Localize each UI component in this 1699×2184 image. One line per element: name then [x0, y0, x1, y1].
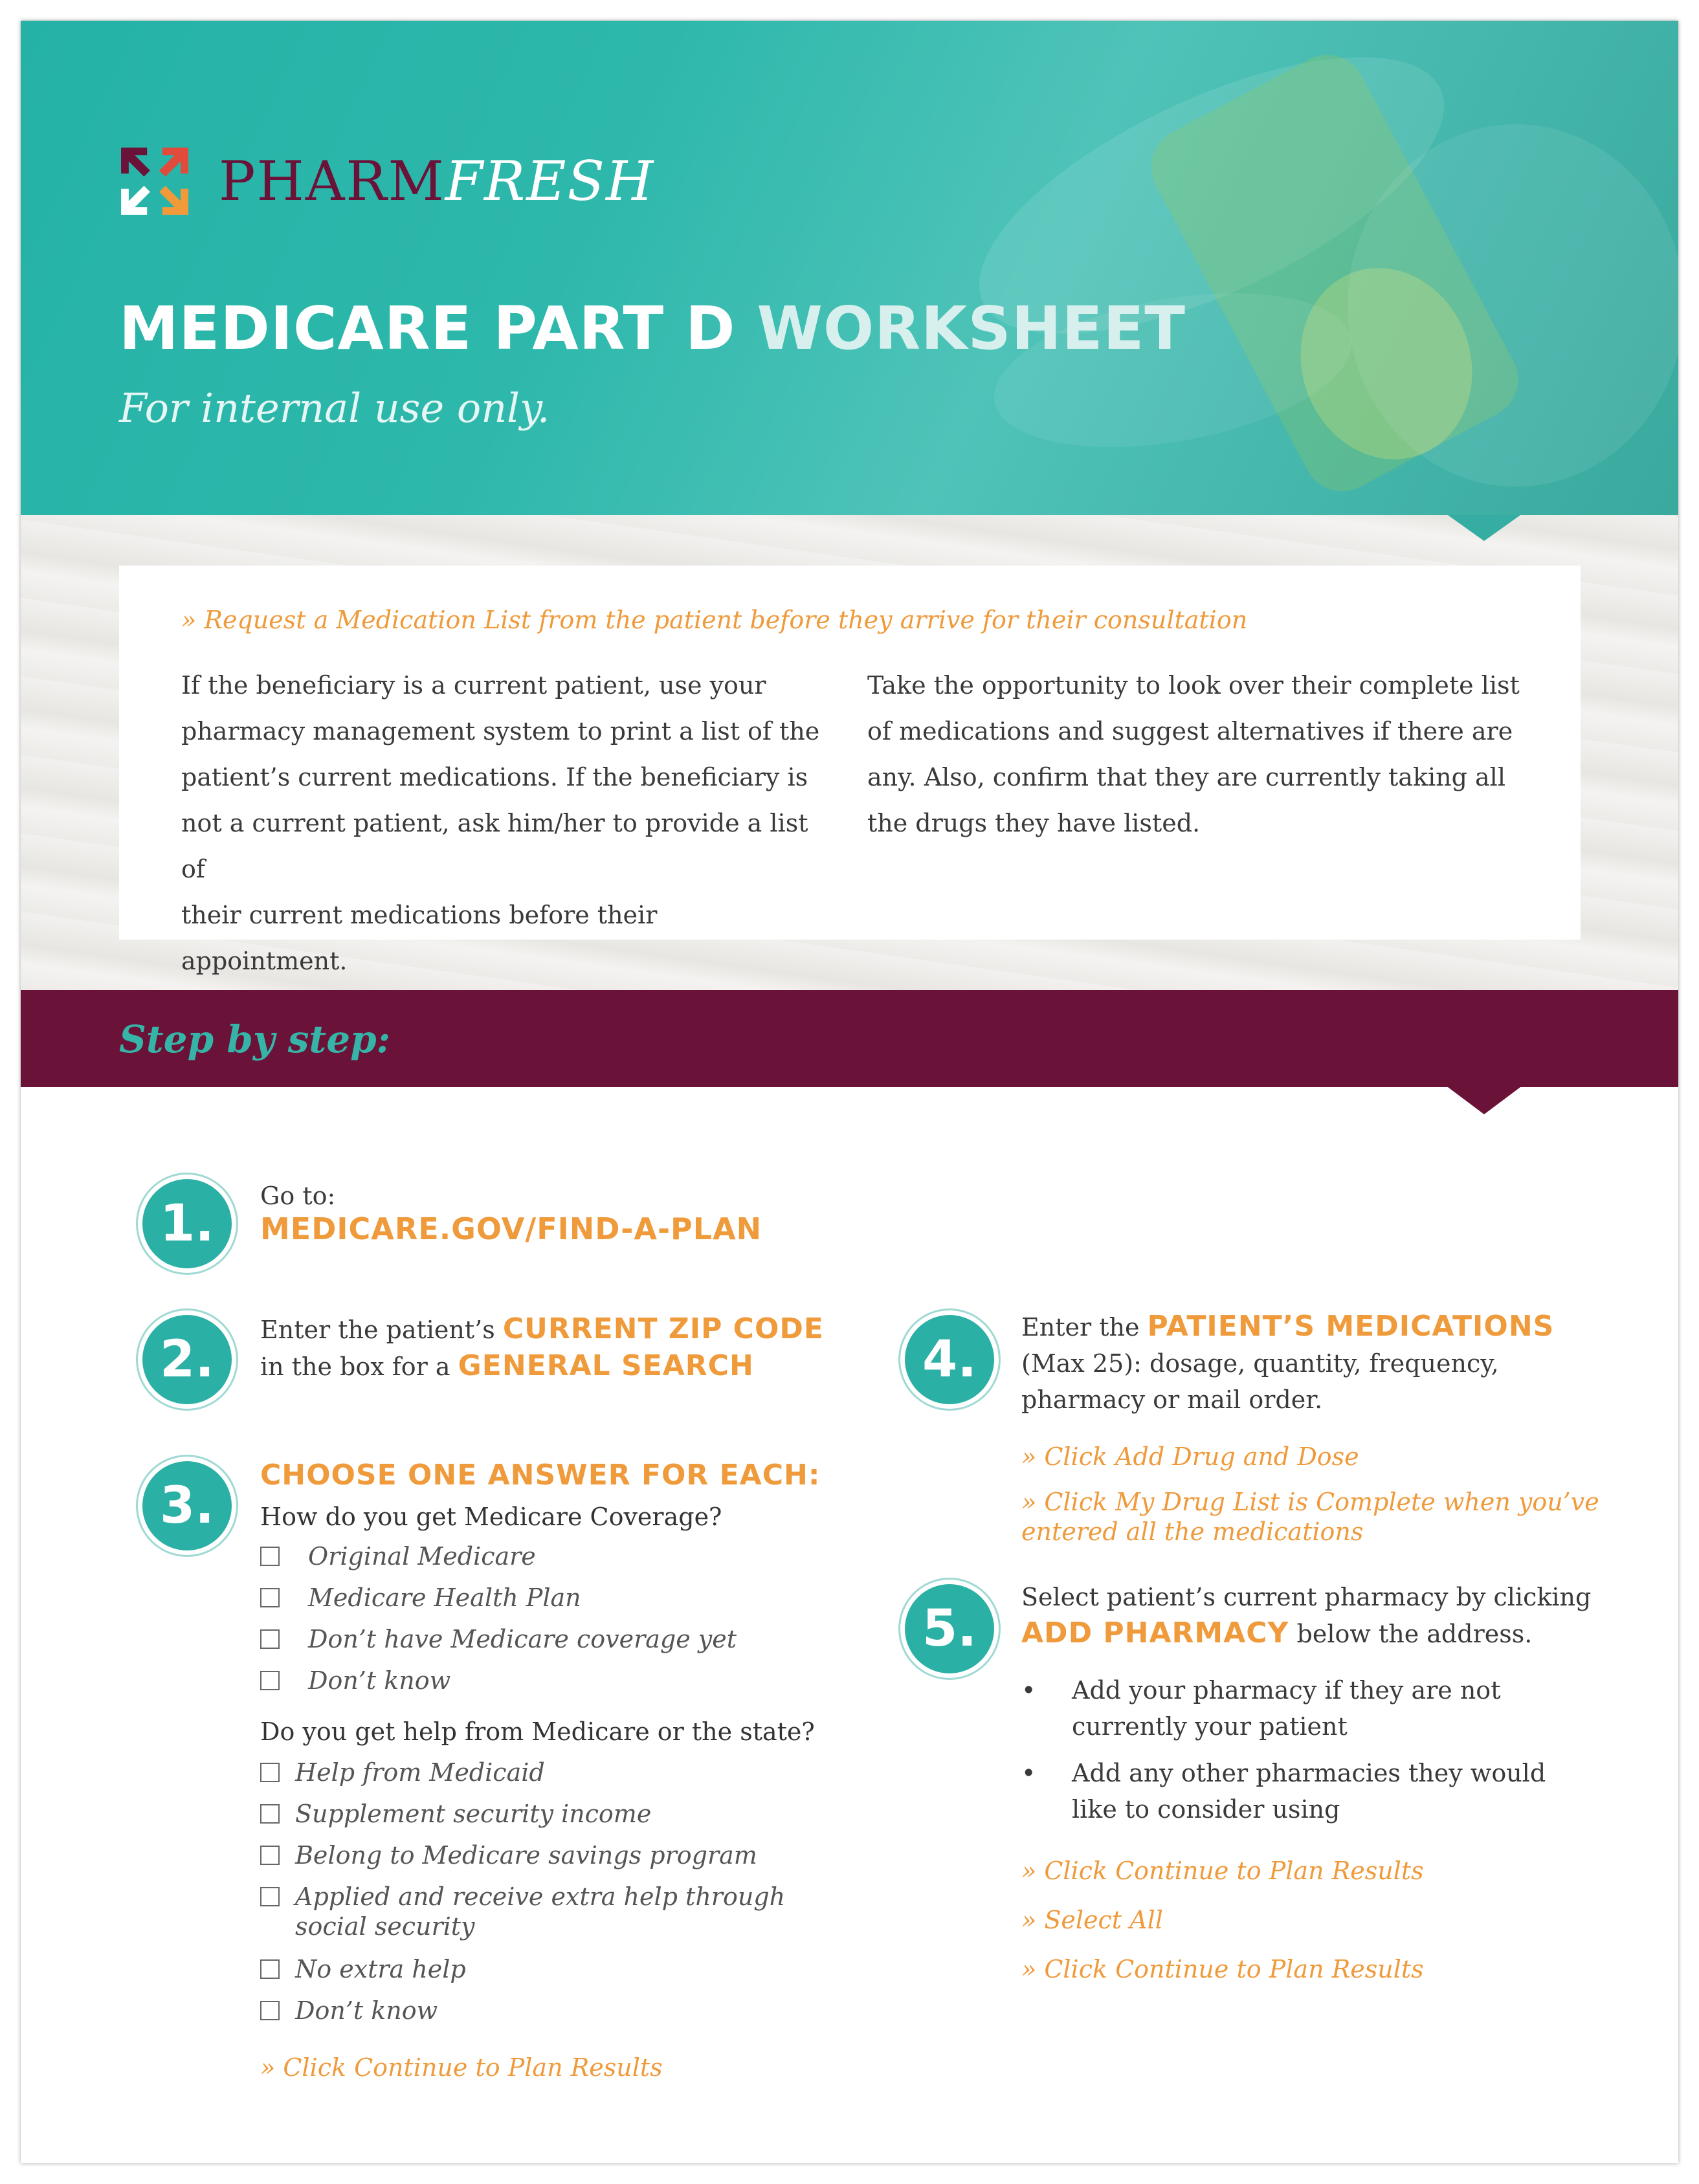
- question-coverage: How do you get Medicare Coverage?: [260, 1503, 722, 1531]
- page-title: MEDICARE PART D WORKSHEET: [119, 294, 1186, 363]
- step-1-badge: 1.: [142, 1179, 232, 1268]
- drug-list-complete-link[interactable]: » Click My Drug List is Complete when you’ve entered all the medications: [1021, 1488, 1599, 1546]
- step-1-url-link[interactable]: MEDICARE.GOV/FIND-A-PLAN: [260, 1211, 762, 1246]
- step-3-badge: 3.: [142, 1461, 232, 1550]
- hero-banner: [21, 21, 1678, 515]
- bar-notch: [1448, 1087, 1520, 1114]
- worksheet-page: PHARMFRESH MEDICARE PART D WORKSHEET For internal use only. » Request a Medication List from the patient before they arrive for their consultation If the beneficiary is a current patient, use your pharmacy management system to print a list of the patient’s current medications. If the beneficiary is not a current patient, ask him/her to provide a list of their current medications before their appointment. Take the opportunity to look over their complete list of medications and suggest alternatives if there are any. Also, confirm that they are currently taking all the drugs they have listed. Step by step: 1. Go to: MEDICARE.GOV/FIND-A-PLAN 2. Enter the patient’s CURRENT ZIP CODE in the box for a GENERAL SEARCH 3. CHOOSE ONE ANSWER FOR EACH: How do you get Medicare Coverage? Original Medicare Medicare Health Plan Don’t have Medicare coverage yet Don’t know Do you get help from Medicare or the state? Help from Medicaid Supplement security income Belong to Medicare savings program Applied and receive extra help through social security No extra help Don’t know » Click Continue to Plan Results 4. Enter the PATIENT’S MEDICATIONS (Max 25): dosage, quantity, frequency, pharmacy or mail order. » Click Add Drug and Dose » Click My Drug List is Complete when you’ve entered all the medications 5. Select patient’s current pharmacy by clicking ADD PHARMACY below the address. • Add your pharmacy if they are not currently your patient • Add any other pharmacies they would like to consider using » Click Continue to Plan Results » Select All » Click Continue to Plan Results: [21, 21, 1678, 2163]
- step-2-badge: 2.: [142, 1315, 232, 1404]
- step-4-text: Enter the PATIENT’S MEDICATIONS (Max 25): dosage, quantity, frequency, pharmacy or mail order.: [1021, 1310, 1555, 1414]
- checkbox[interactable]: [260, 1887, 280, 1906]
- steps-title: Step by step:: [119, 1017, 391, 1061]
- add-drug-link[interactable]: » Click Add Drug and Dose: [1021, 1442, 1359, 1471]
- step-3-heading: CHOOSE ONE ANSWER FOR EACH:: [260, 1459, 821, 1492]
- checkbox[interactable]: [260, 1846, 280, 1865]
- checkbox[interactable]: [260, 1588, 280, 1607]
- checkbox[interactable]: [260, 1804, 280, 1824]
- checkbox[interactable]: [260, 1959, 280, 1979]
- checkbox[interactable]: [260, 1629, 280, 1649]
- arrows-logo-icon: [117, 143, 193, 219]
- checkbox[interactable]: [260, 1763, 280, 1782]
- step-5-text: Select patient’s current pharmacy by clicking ADD PHARMACY below the address.: [1021, 1583, 1592, 1649]
- checkbox[interactable]: [260, 1671, 280, 1690]
- hero-notch: [1448, 515, 1520, 541]
- step-5-continue-link-2[interactable]: » Click Continue to Plan Results: [1021, 1955, 1424, 1983]
- step-2-text: Enter the patient’s CURRENT ZIP CODE in the box for a GENERAL SEARCH: [260, 1312, 824, 1382]
- step-4-badge: 4.: [905, 1315, 994, 1404]
- step-5-continue-link-1[interactable]: » Click Continue to Plan Results: [1021, 1857, 1424, 1885]
- question-help: Do you get help from Medicare or the state?: [260, 1717, 815, 1746]
- intro-lead: » Request a Medication List from the patient before they arrive for their consultation: [181, 606, 1248, 634]
- intro-column-left: If the beneficiary is a current patient, use your pharmacy management system to print a list of the patient’s current medications. If the beneficiary is not a current patient, ask him/her to provide a list of their current medications before their appointment.: [181, 671, 820, 975]
- intro-column-right: Take the opportunity to look over their complete list of medications and suggest alternatives if there are any. Also, confirm that they are currently taking all the drugs they have listed.: [867, 671, 1520, 837]
- step-5-badge: 5.: [905, 1584, 994, 1673]
- brand-logo: [117, 149, 655, 213]
- brand-name: PHARMFRESH: [219, 149, 655, 213]
- intro-panel: [119, 566, 1581, 975]
- checkbox[interactable]: [260, 1547, 280, 1566]
- step-3-continue-link[interactable]: » Click Continue to Plan Results: [260, 2053, 663, 2082]
- steps-header-bar: [21, 990, 1678, 1087]
- page-subtitle: For internal use only.: [119, 384, 550, 432]
- select-all-link[interactable]: » Select All: [1021, 1906, 1163, 1934]
- step-1-goto: Go to:: [260, 1182, 336, 1210]
- checkbox[interactable]: [260, 2001, 280, 2020]
